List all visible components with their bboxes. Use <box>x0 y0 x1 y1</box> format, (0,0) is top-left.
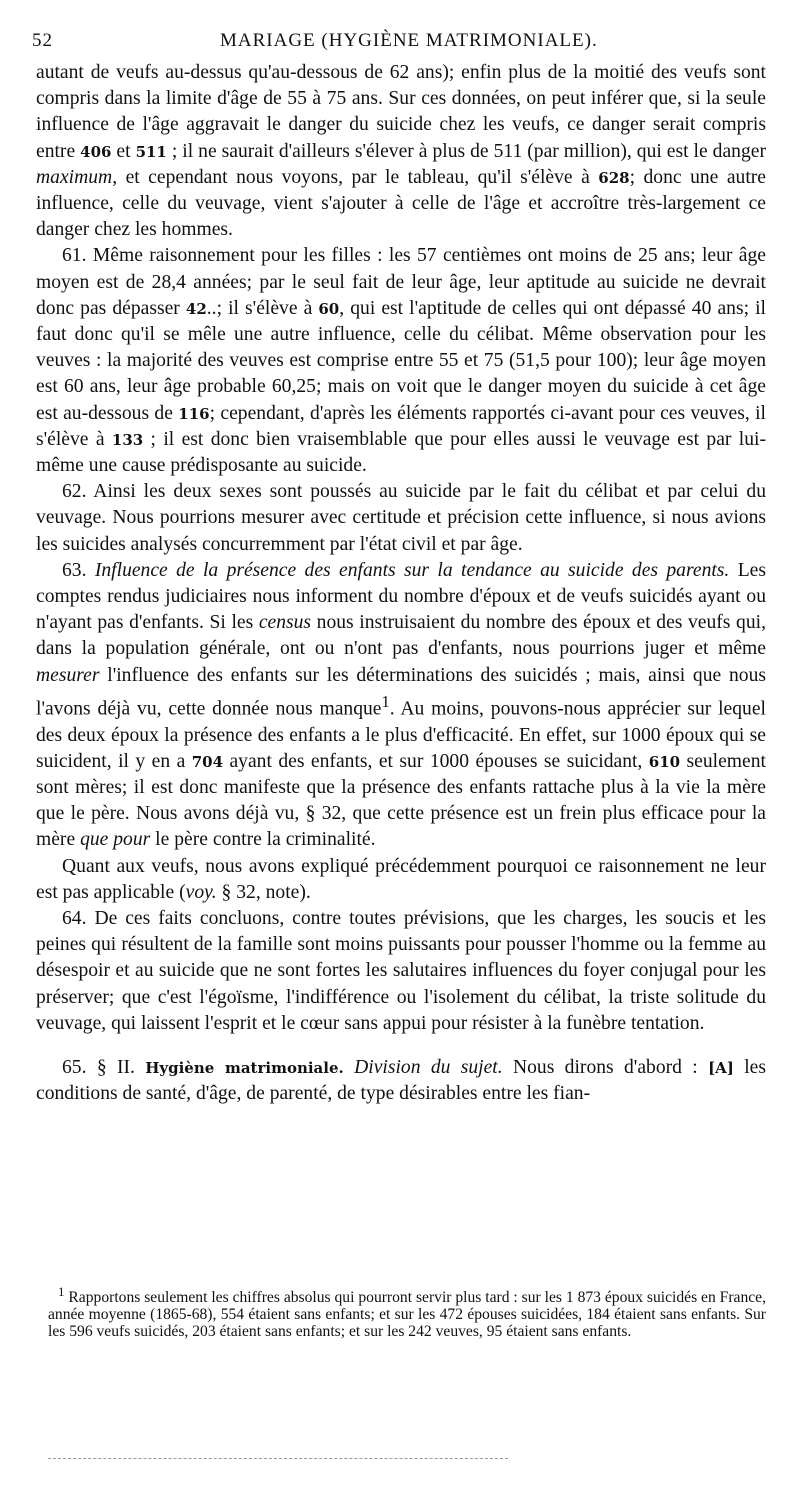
bold-number: 511 <box>135 142 167 161</box>
text-run: ; donc une autre influence, celle du veuvage, vient s'ajouter à celle de l'âge et accroître très-largement ce danger chez les hommes. <box>36 166 766 241</box>
text-run <box>344 1057 354 1078</box>
bold-marker: [A] <box>708 1059 734 1078</box>
bold-number: 116 <box>178 404 210 423</box>
footnote-ref: 1 <box>381 691 390 711</box>
italic-text: Division du sujet. <box>354 1057 503 1079</box>
text-run: . Au moins, pouvons-nous apprécier sur lequel des deux époux la présence des enfants a le plus d'efficacité. En effet, sur 1000 époux qui se suicident, il y en a <box>36 698 766 772</box>
running-header <box>32 30 772 58</box>
footnote-text <box>48 1283 766 1340</box>
text-run: 61. Même raisonnement pour les filles : les 57 centièmes ont moins de 25 ans; leur âge moyen est de 28,4 années; par le seul fait de leur âge, leur aptitude au suicide ne devrait donc pas dépasser <box>36 245 766 319</box>
scan-bleed-line <box>48 1458 508 1459</box>
text-run: ; il ne saurait d'ailleurs s'élever à plus de 511 (par million), qui est le danger <box>166 140 766 162</box>
text-run: autant de veufs au-dessus qu'au-dessous de 62 ans); enfin plus de la moitié des veufs sont compris dans la limite d'âge de 55 à 75 ans. Sur ces données, on peut inférer que, si la seule influence de l'âge aggravait le danger du suicide chez les veufs, ce danger serait compris entre <box>36 62 766 162</box>
paragraph-63-continued <box>36 854 766 906</box>
section-heading-italic: Influence de la présence des enfants sur la tendance au suicide des parents. <box>94 559 730 581</box>
section-title-bold: Hygiène matrimoniale. <box>145 1059 344 1078</box>
main-text <box>36 60 766 1107</box>
text-run: 64. De ces faits concluons, contre toutes prévisions, que les charges, les soucis et les peines qui résultent de la famille sont moins puissants pour pousser l'homme ou la femme au désespoir et au suicide que ne sont fortes les salutaires influences du foyer conjugal pour les préserver; que c'est l'égoïsme, l'indifférence ou l'isolement du célibat, la triste solitude du veuvage, qui laissent l'esprit et le cœur sans appui pour résister à la funèbre tentation. <box>36 908 766 1034</box>
paragraph-62 <box>36 479 766 558</box>
text-run: 65. § II. <box>62 1057 146 1079</box>
text-run: le père contre la criminalité. <box>150 829 376 851</box>
footnote <box>48 1283 766 1340</box>
text-run: , et cependant nous voyons, par le tableau, qu'il s'élève à <box>112 166 599 188</box>
text-run: § 32, note). <box>216 881 311 903</box>
text-run: nous instruisaient du nombre des époux et des veufs qui, dans la population générale, ont ou n'ont pas d'enfants, nous pourrions juger et même <box>36 612 766 660</box>
text-run: l'influence des enfants sur les déterminations des suicidés ; mais, ainsi que nous l'avons déjà vu, cette donnée nous manque <box>36 664 766 720</box>
bold-number: 704 <box>191 752 224 771</box>
text-run: et <box>111 140 136 162</box>
bold-number: 60 <box>318 299 340 318</box>
text-run: 63. <box>62 559 95 581</box>
paragraph-65 <box>36 1055 766 1107</box>
text-run: Rapportons seulement les chiffres absolus qui pourront servir plus tard : sur les 1 873 époux suicidés en France, année moyenne (1865-68), 554 étaient sans enfants; et sur les 472 épouses suicidées, 184 étaient sans enfants. Sur les 596 veufs suicidés, 203 étaient sans enfants; et sur les 242 veuves, 95 étaient sans enfants. <box>48 1289 766 1341</box>
text-run: ; cependant, d'après les éléments rapportés ci-avant pour ces veuves, il s'élève à <box>36 402 766 450</box>
bold-number: 406 <box>80 142 112 161</box>
paragraph-63 <box>36 558 766 854</box>
text-run: seulement sont mères; il est donc manifeste que la présence des enfants rattache plus à la vie la mère que le père. Nous avons déjà vu, § 32, que cette présence est un frein plus efficace pour la mère <box>36 750 766 851</box>
bold-number: 133 <box>111 430 144 449</box>
text-run: les conditions de santé, d'âge, de parenté, de type désirables entre les fian- <box>36 1057 767 1105</box>
text-run: ..; il s'élève à <box>206 297 319 319</box>
paragraph-61 <box>36 243 766 479</box>
text-run: , qui est l'aptitude de celles qui ont dépassé 40 ans; il faut donc qu'il se mêle une autre influence, celle du célibat. Même observation pour les veuves : la majorité des veuves est comprise entre 55 et 75 (51,5 pour 100); leur âge moyen est 60 ans, leur âge probable 60,25; mais on voit que le danger moyen du suicide à cet âge est au-dessous de <box>36 297 766 424</box>
paragraph-64 <box>36 906 766 1037</box>
italic-text: census <box>258 612 312 634</box>
text-run: ; il est donc bien vraisemblable que pour elles aussi le veuvage est par lui-même une cause prédisposante au suicide. <box>36 428 766 477</box>
text-run: 62. Ainsi les deux sexes sont poussés au suicide par le fait du célibat et par celui du veuvage. Nous pourrions mesurer avec certitude et précision cette influence, si nous avions les suicides analysés concurremment par l'état civil et par âge. <box>36 481 766 555</box>
page-number: 52 <box>32 30 53 51</box>
italic-text: que pour <box>80 829 151 851</box>
italic-text: voy. <box>185 881 217 903</box>
text-run: Quant aux veufs, nous avons expliqué précédemment pourquoi ce raisonnement ne leur est pas applicable ( <box>36 855 766 903</box>
italic-text: maximum <box>36 166 113 188</box>
text-run: Les comptes rendus judiciaires nous informent du nombre d'époux et de veufs suicidés ayant ou n'ayant pas d'enfants. Si les <box>36 559 766 634</box>
italic-text: mesurer <box>36 664 100 686</box>
bold-number: 42 <box>185 299 207 318</box>
running-title: MARIAGE (HYGIÈNE MATRIMONIALE). <box>220 30 598 51</box>
footnote-marker: 1 <box>58 1284 65 1299</box>
text-run: ayant des enfants, et sur 1000 épouses se suicidant, <box>223 750 649 772</box>
paragraph-continuation <box>36 60 766 243</box>
bold-number: 610 <box>648 752 681 771</box>
bold-number: 628 <box>598 168 630 187</box>
text-run: Nous dirons d'abord : <box>502 1057 709 1079</box>
